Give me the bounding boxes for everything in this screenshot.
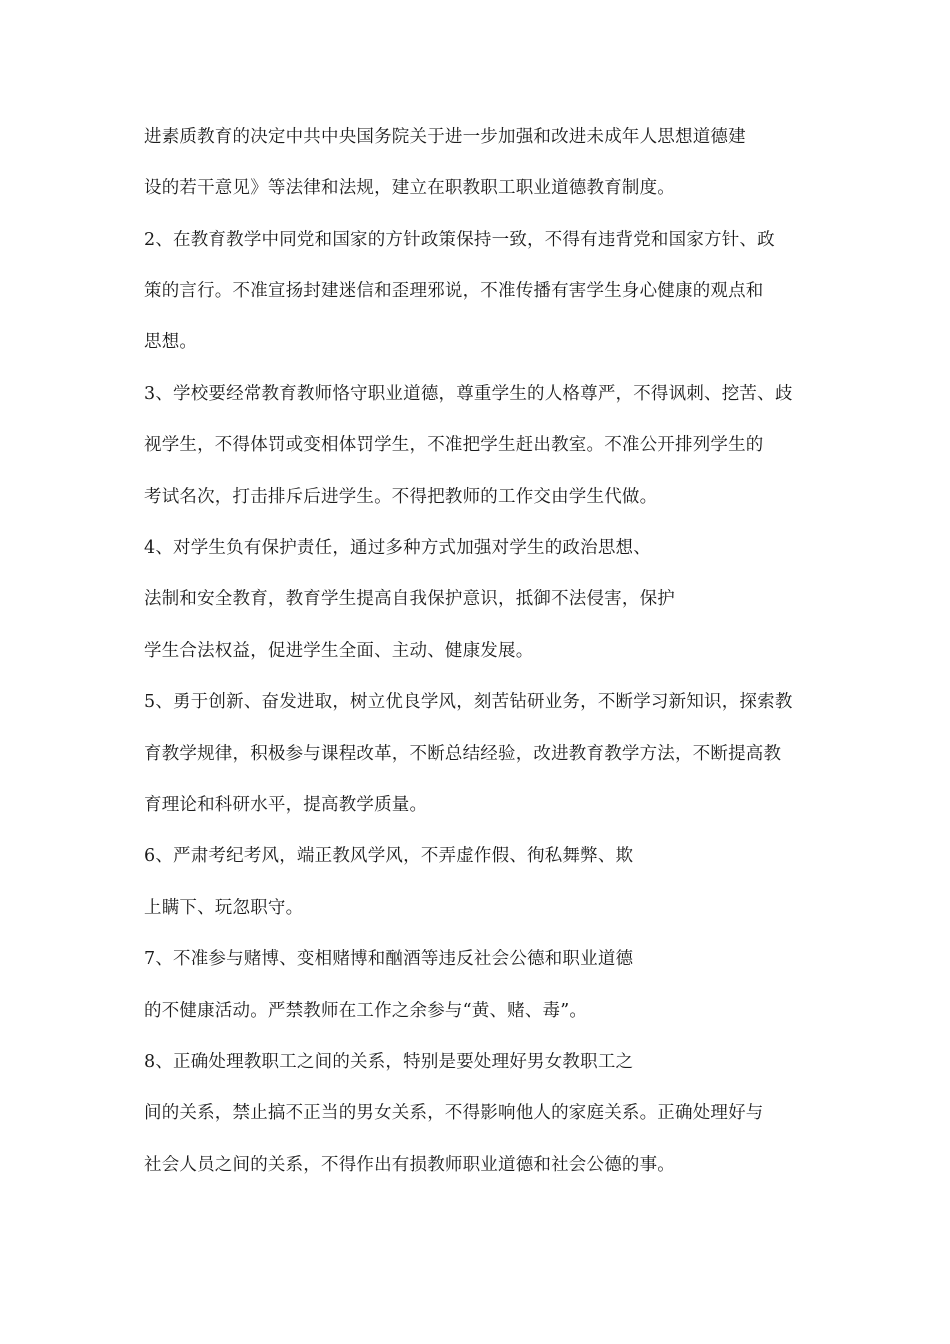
text-line: 6、严肃考纪考风，端正教风学风，不弄虚作假、徇私舞弊、欺 (144, 846, 634, 866)
text-line: 3、学校要经常教育教师恪守职业道德，尊重学生的人格尊严，不得讽刺、挖苦、歧 (144, 384, 793, 404)
text-line: 育教学规律，积极参与课程改革，不断总结经验，改进教育教学方法，不断提高教 (144, 744, 782, 764)
text-line: 视学生，不得体罚或变相体罚学生，不准把学生赶出教室。不准公开排列学生的 (144, 435, 764, 455)
text-line: 8、正确处理教职工之间的关系，特别是要处理好男女教职工之 (144, 1052, 634, 1072)
text-line: 5、勇于创新、奋发进取，树立优良学风，刻苦钻研业务，不断学习新知识，探索教 (144, 692, 793, 712)
text-line: 学生合法权益，促进学生全面、主动、健康发展。 (144, 641, 534, 661)
text-line: 社会人员之间的关系，不得作出有损教师职业道德和社会公德的事。 (144, 1155, 675, 1175)
text-line: 的不健康活动。严禁教师在工作之余参与“黄、赌、毒”。 (144, 1001, 588, 1021)
text-line: 2、在教育教学中同党和国家的方针政策保持一致，不得有违背党和国家方针、政 (144, 230, 775, 250)
text-line: 间的关系，禁止搞不正当的男女关系，不得影响他人的家庭关系。正确处理好与 (144, 1103, 764, 1123)
text-line: 进素质教育的决定中共中央国务院关于进一步加强和改进未成年人思想道德建 (144, 127, 746, 147)
text-line: 考试名次，打击排斥后进学生。不得把教师的工作交由学生代做。 (144, 487, 658, 507)
text-line: 法制和安全教育，教育学生提高自我保护意识，抵御不法侵害，保护 (144, 589, 675, 609)
text-line: 育理论和科研水平，提高教学质量。 (144, 795, 428, 815)
text-line: 策的言行。不准宣扬封建迷信和歪理邪说，不准传播有害学生身心健康的观点和 (144, 281, 764, 301)
text-line: 上瞒下、玩忽职守。 (144, 898, 304, 918)
text-line: 思想。 (144, 332, 198, 352)
text-line: 7、不准参与赌博、变相赌博和酗酒等违反社会公德和职业道德 (144, 949, 634, 969)
text-line: 设的若干意见》等法律和法规，建立在职教职工职业道德教育制度。 (144, 178, 675, 198)
text-line: 4、对学生负有保护责任，通过多种方式加强对学生的政治思想、 (144, 538, 651, 558)
